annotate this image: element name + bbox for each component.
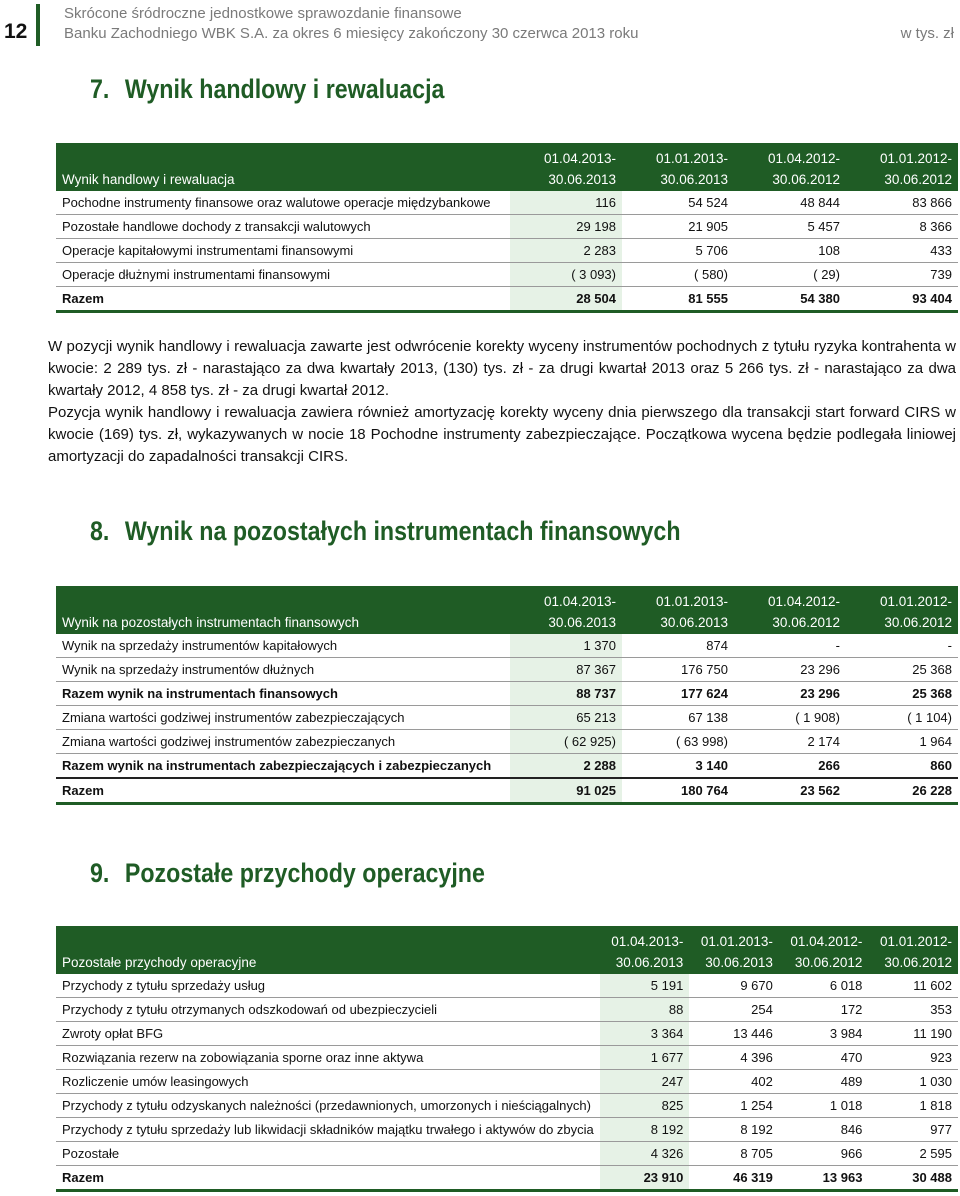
row-value: 25 368 bbox=[846, 682, 958, 706]
row-label: Przychody z tytułu otrzymanych odszkodowań od ubezpieczycieli bbox=[56, 998, 600, 1022]
row-value: 30 488 bbox=[868, 1166, 958, 1191]
period-header: 01.01.2012- 30.06.2012 bbox=[879, 934, 952, 970]
period-header: 01.04.2013- 30.06.2013 bbox=[543, 151, 616, 187]
trading-result-table bbox=[56, 143, 958, 313]
table-row bbox=[56, 682, 958, 706]
row-value: 4 326 bbox=[600, 1142, 690, 1166]
row-value: 23 910 bbox=[600, 1166, 690, 1191]
row-value: 433 bbox=[846, 239, 958, 263]
table-header-label: Wynik na pozostałych instrumentach finansowych bbox=[62, 615, 360, 630]
row-value: ( 1 104) bbox=[846, 706, 958, 730]
section-8-number: 8. bbox=[90, 516, 110, 546]
row-value: 966 bbox=[779, 1142, 869, 1166]
row-value: 67 138 bbox=[622, 706, 734, 730]
row-value: 29 198 bbox=[510, 215, 622, 239]
section-7-heading bbox=[90, 74, 444, 105]
section-9-title: Pozostałe przychody operacyjne bbox=[124, 858, 485, 888]
row-value: 65 213 bbox=[510, 706, 622, 730]
row-value: 21 905 bbox=[622, 215, 734, 239]
row-label: Operacje kapitałowymi instrumentami finansowymi bbox=[56, 239, 510, 263]
row-value: 4 396 bbox=[689, 1046, 779, 1070]
table-row bbox=[56, 263, 958, 287]
table-row bbox=[56, 1118, 958, 1142]
row-value: 8 366 bbox=[846, 215, 958, 239]
table-row bbox=[56, 1022, 958, 1046]
row-value: 116 bbox=[510, 191, 622, 215]
row-label: Razem wynik na instrumentach zabezpieczających i zabezpieczanych bbox=[56, 754, 510, 779]
row-value: - bbox=[846, 634, 958, 658]
table-row bbox=[56, 215, 958, 239]
other-operating-income-table bbox=[56, 926, 958, 1192]
row-label: Razem bbox=[56, 778, 510, 804]
row-value: 254 bbox=[689, 998, 779, 1022]
table-row bbox=[56, 754, 958, 779]
row-value: ( 580) bbox=[622, 263, 734, 287]
page-header bbox=[0, 0, 960, 60]
row-value: 176 750 bbox=[622, 658, 734, 682]
period-header: 01.04.2012- 30.06.2012 bbox=[767, 151, 840, 187]
row-value: 5 191 bbox=[600, 974, 690, 998]
row-value: 353 bbox=[868, 998, 958, 1022]
period-header: 01.04.2013- 30.06.2013 bbox=[543, 594, 616, 630]
row-value: 923 bbox=[868, 1046, 958, 1070]
row-value: 8 192 bbox=[689, 1118, 779, 1142]
section-7-title: Wynik handlowy i rewaluacja bbox=[124, 74, 445, 104]
row-value: 25 368 bbox=[846, 658, 958, 682]
row-value: 3 984 bbox=[779, 1022, 869, 1046]
row-label: Pochodne instrumenty finansowe oraz walutowe operacje międzybankowe bbox=[56, 191, 510, 215]
row-value: 54 524 bbox=[622, 191, 734, 215]
row-value: 11 602 bbox=[868, 974, 958, 998]
row-value: 13 446 bbox=[689, 1022, 779, 1046]
row-value: 739 bbox=[846, 263, 958, 287]
row-value: 28 504 bbox=[510, 287, 622, 312]
other-instruments-table bbox=[56, 586, 958, 805]
section-9-number: 9. bbox=[90, 858, 110, 888]
row-value: 2 283 bbox=[510, 239, 622, 263]
row-value: ( 62 925) bbox=[510, 730, 622, 754]
row-value: 1 030 bbox=[868, 1070, 958, 1094]
row-value: 247 bbox=[600, 1070, 690, 1094]
period-header: 01.04.2013- 30.06.2013 bbox=[611, 934, 684, 970]
row-value: 54 380 bbox=[734, 287, 846, 312]
row-value: 860 bbox=[846, 754, 958, 779]
row-label: Pozostałe handlowe dochody z transakcji walutowych bbox=[56, 215, 510, 239]
period-header: 01.01.2013- 30.06.2013 bbox=[655, 151, 728, 187]
table-header-row bbox=[56, 926, 958, 974]
table-header-row bbox=[56, 143, 958, 191]
table-row bbox=[56, 634, 958, 658]
period-header: 01.01.2013- 30.06.2013 bbox=[655, 594, 728, 630]
table-row bbox=[56, 730, 958, 754]
table-row bbox=[56, 1046, 958, 1070]
table-header-label: Wynik handlowy i rewaluacja bbox=[62, 172, 235, 187]
row-value: 825 bbox=[600, 1094, 690, 1118]
row-label: Zwroty opłat BFG bbox=[56, 1022, 600, 1046]
row-label: Zmiana wartości godziwej instrumentów zabezpieczanych bbox=[56, 730, 510, 754]
row-value: 1 370 bbox=[510, 634, 622, 658]
table-row bbox=[56, 1166, 958, 1191]
row-value: 13 963 bbox=[779, 1166, 869, 1191]
row-value: 108 bbox=[734, 239, 846, 263]
table-row bbox=[56, 191, 958, 215]
row-value: 172 bbox=[779, 998, 869, 1022]
row-value: 23 562 bbox=[734, 778, 846, 804]
row-value: 87 367 bbox=[510, 658, 622, 682]
table-row bbox=[56, 287, 958, 312]
row-label: Razem wynik na instrumentach finansowych bbox=[56, 682, 510, 706]
section-7-number: 7. bbox=[90, 74, 110, 104]
row-value: 88 bbox=[600, 998, 690, 1022]
row-value: 46 319 bbox=[689, 1166, 779, 1191]
table-row bbox=[56, 1094, 958, 1118]
row-value: 23 296 bbox=[734, 658, 846, 682]
row-value: 9 670 bbox=[689, 974, 779, 998]
row-label: Razem bbox=[56, 287, 510, 312]
row-value: 81 555 bbox=[622, 287, 734, 312]
row-value: ( 3 093) bbox=[510, 263, 622, 287]
table-row bbox=[56, 239, 958, 263]
row-value: ( 63 998) bbox=[622, 730, 734, 754]
row-label: Rozliczenie umów leasingowych bbox=[56, 1070, 600, 1094]
currency-note: w tys. zł bbox=[900, 25, 954, 42]
row-value: 402 bbox=[689, 1070, 779, 1094]
row-value: 23 296 bbox=[734, 682, 846, 706]
row-value: 88 737 bbox=[510, 682, 622, 706]
table-row bbox=[56, 706, 958, 730]
row-value: 1 964 bbox=[846, 730, 958, 754]
row-label: Przychody z tytułu odzyskanych należności (przedawnionych, umorzonych i nieściągalnych) bbox=[56, 1094, 600, 1118]
row-value: 874 bbox=[622, 634, 734, 658]
row-label: Operacje dłużnymi instrumentami finansowymi bbox=[56, 263, 510, 287]
table-row bbox=[56, 1142, 958, 1166]
row-value: 1 254 bbox=[689, 1094, 779, 1118]
row-value: 83 866 bbox=[846, 191, 958, 215]
document-title bbox=[64, 4, 638, 44]
row-value: 2 174 bbox=[734, 730, 846, 754]
period-header: 01.04.2012- 30.06.2012 bbox=[790, 934, 863, 970]
row-value: 5 457 bbox=[734, 215, 846, 239]
row-value: 846 bbox=[779, 1118, 869, 1142]
row-value: 5 706 bbox=[622, 239, 734, 263]
row-value: 11 190 bbox=[868, 1022, 958, 1046]
document-title-line1: Skrócone śródroczne jednostkowe sprawozdanie finansowe bbox=[64, 5, 462, 22]
row-label: Zmiana wartości godziwej instrumentów zabezpieczających bbox=[56, 706, 510, 730]
row-value: ( 1 908) bbox=[734, 706, 846, 730]
row-label: Wynik na sprzedaży instrumentów dłużnych bbox=[56, 658, 510, 682]
row-label: Pozostałe bbox=[56, 1142, 600, 1166]
section-7-paragraph-1: W pozycji wynik handlowy i rewaluacja zawarte jest odwrócenie korekty wyceny instrumentów pochodnych z tytułu ryzyka kontrahenta w kwocie: 2 289 tys. zł - narastająco za dwa kwartały 2013, (130) tys. zł - za drugi kwartał 2013 oraz 5 266 tys. zł - narastająco za dwa kwartały 2012, 4 858 tys. zł - za drugi kwartał 2012. bbox=[48, 338, 956, 399]
row-label: Przychody z tytułu sprzedaży usług bbox=[56, 974, 600, 998]
page-number: 12 bbox=[4, 20, 28, 43]
row-value: 3 140 bbox=[622, 754, 734, 779]
section-9-heading bbox=[90, 858, 485, 889]
row-label: Przychody z tytułu sprzedaży lub likwidacji składników majątku trwałego i aktywów do zbycia bbox=[56, 1118, 600, 1142]
period-header: 01.01.2012- 30.06.2012 bbox=[879, 594, 952, 630]
row-value: 977 bbox=[868, 1118, 958, 1142]
row-value: 177 624 bbox=[622, 682, 734, 706]
row-value: 489 bbox=[779, 1070, 869, 1094]
table-row bbox=[56, 658, 958, 682]
row-label: Rozwiązania rezerw na zobowiązania sporne oraz inne aktywa bbox=[56, 1046, 600, 1070]
row-value: - bbox=[734, 634, 846, 658]
row-value: 3 364 bbox=[600, 1022, 690, 1046]
row-value: 1 818 bbox=[868, 1094, 958, 1118]
row-value: 8 705 bbox=[689, 1142, 779, 1166]
row-value: 2 595 bbox=[868, 1142, 958, 1166]
period-header: 01.04.2012- 30.06.2012 bbox=[767, 594, 840, 630]
row-value: 180 764 bbox=[622, 778, 734, 804]
row-value: 470 bbox=[779, 1046, 869, 1070]
table-header-row bbox=[56, 586, 958, 634]
table-header-label: Pozostałe przychody operacyjne bbox=[62, 955, 257, 970]
row-value: 93 404 bbox=[846, 287, 958, 312]
section-7-paragraph-2: Pozycja wynik handlowy i rewaluacja zawiera również amortyzację korekty wyceny dnia pierwszego dla transakcji start forward CIRS w kwocie (169) tys. zł, wykazywanych w nocie 18 Pochodne instrumenty zabezpieczające. Początkowa wycena będzie podlegała liniowej amortyzacji do zapadalności transakcji CIRS. bbox=[48, 404, 956, 465]
document-title-line2: Banku Zachodniego WBK S.A. za okres 6 miesięcy zakończony 30 czerwca 2013 roku bbox=[64, 25, 639, 42]
row-value: 1 677 bbox=[600, 1046, 690, 1070]
table-row bbox=[56, 998, 958, 1022]
period-header: 01.01.2012- 30.06.2012 bbox=[879, 151, 952, 187]
row-value: 8 192 bbox=[600, 1118, 690, 1142]
section-8-heading bbox=[90, 516, 681, 547]
row-value: 26 228 bbox=[846, 778, 958, 804]
row-value: 1 018 bbox=[779, 1094, 869, 1118]
row-value: 266 bbox=[734, 754, 846, 779]
row-label: Wynik na sprzedaży instrumentów kapitałowych bbox=[56, 634, 510, 658]
row-value: 48 844 bbox=[734, 191, 846, 215]
period-header: 01.01.2013- 30.06.2013 bbox=[700, 934, 773, 970]
table-row bbox=[56, 974, 958, 998]
row-value: 2 288 bbox=[510, 754, 622, 779]
table-row bbox=[56, 1070, 958, 1094]
table-row bbox=[56, 778, 958, 804]
row-value: 6 018 bbox=[779, 974, 869, 998]
section-8-title: Wynik na pozostałych instrumentach finansowych bbox=[124, 516, 681, 546]
header-divider bbox=[36, 4, 40, 46]
row-value: ( 29) bbox=[734, 263, 846, 287]
row-value: 91 025 bbox=[510, 778, 622, 804]
row-label: Razem bbox=[56, 1166, 600, 1191]
